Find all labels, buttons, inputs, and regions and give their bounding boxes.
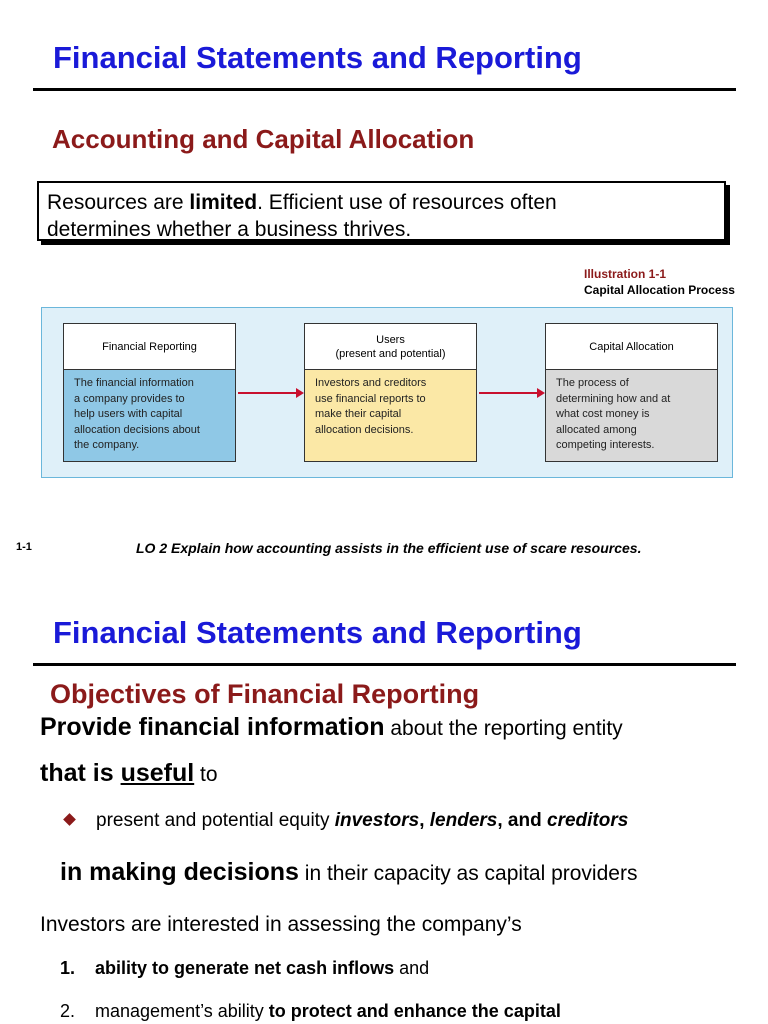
objective-bold-text: Provide financial information — [40, 713, 385, 741]
illustration-label: Illustration 1-1 — [584, 267, 667, 281]
list-normal-text: and — [394, 958, 430, 978]
objective-normal-text: to — [194, 763, 218, 786]
objective-underlined-useful: useful — [120, 759, 195, 787]
process-body-line: what cost money is — [556, 408, 650, 420]
bullet-creditors: creditors — [547, 810, 629, 831]
process-box-capital-allocation — [545, 323, 718, 462]
bullet-separator: , — [419, 810, 430, 831]
callout-text-prefix: Resources are — [47, 191, 190, 214]
title-rule — [33, 663, 736, 666]
process-box-heading — [546, 324, 717, 370]
callout-line-2: determines whether a business thrives. — [47, 218, 412, 241]
list-item-1 — [60, 958, 429, 979]
slide2-title: Financial Statements and Reporting — [53, 615, 582, 650]
diamond-bullet-icon — [63, 813, 76, 826]
process-body-line: allocation decisions about — [74, 423, 200, 436]
process-body-line: a company provides to — [74, 392, 185, 405]
objective-line-3 — [60, 858, 637, 887]
process-box-heading — [305, 324, 476, 370]
process-box-financial-reporting — [63, 323, 236, 462]
process-box-heading — [64, 324, 235, 370]
callout-line-1 — [47, 189, 724, 216]
bullet-separator: , and — [497, 810, 547, 831]
flow-arrow-1 — [238, 392, 302, 394]
process-body-line: the company. — [74, 439, 140, 451]
objective-line-2 — [40, 759, 218, 788]
process-body-line: allocation decisions. — [315, 423, 414, 436]
process-body-line: make their capital — [315, 408, 402, 420]
capital-allocation-diagram — [41, 307, 733, 478]
callout-bold-limited: limited — [189, 191, 258, 214]
process-box-users — [304, 323, 477, 462]
illustration-caption: Capital Allocation Process — [584, 283, 735, 297]
process-body-line: The financial information — [74, 377, 194, 389]
process-body-line: help users with capital — [74, 408, 183, 420]
process-body-line: determining how and at — [556, 392, 671, 405]
slide-number: 1-1 — [16, 541, 32, 553]
process-heading-text: Capital Allocation — [589, 340, 674, 353]
list-bold-text: ability to generate net cash inflows — [95, 958, 395, 978]
process-body-line: allocated among — [556, 423, 637, 436]
process-box-body — [64, 370, 235, 461]
investors-line: Investors are interested in assessing the company’s — [40, 913, 522, 936]
bullet-lenders: lenders — [429, 810, 498, 831]
slide1-title: Financial Statements and Reporting — [53, 40, 582, 75]
list-number: 2. — [60, 1001, 76, 1021]
title-rule — [33, 88, 736, 91]
flow-arrow-2 — [479, 392, 543, 394]
bullet-users — [96, 810, 628, 832]
slide1-subtitle: Accounting and Capital Allocation — [52, 124, 475, 154]
objective-line-1 — [40, 713, 623, 742]
bullet-investors: investors — [334, 810, 420, 831]
resources-callout — [37, 181, 726, 241]
bullet-text: present and potential equity — [96, 810, 335, 831]
process-heading-text: Financial Reporting — [102, 340, 197, 353]
objective-bold-text: in making decisions — [60, 858, 299, 886]
list-normal-text: management’s ability — [95, 1001, 269, 1021]
process-body-line: The process of — [556, 377, 629, 389]
process-heading-subtext: (present and potential) — [335, 347, 446, 360]
list-bold-text: to protect and enhance the capital — [268, 1001, 561, 1021]
process-box-body — [305, 370, 476, 461]
objective-normal-text: about the reporting entity — [384, 717, 623, 740]
process-body-line: competing interests. — [556, 439, 655, 451]
process-body-line: Investors and creditors — [315, 377, 427, 389]
callout-text-suffix: . Efficient use of resources often — [257, 191, 557, 214]
learning-objective: LO 2 Explain how accounting assists in the efficient use of scare resources. — [136, 540, 642, 556]
process-heading-text: Users — [376, 333, 405, 346]
process-box-body — [546, 370, 717, 461]
slide2-subtitle: Objectives of Financial Reporting — [50, 679, 480, 709]
list-item-2 — [60, 1001, 561, 1022]
objective-normal-text: in their capacity as capital providers — [298, 862, 638, 885]
objective-bold-text: that is — [40, 759, 121, 787]
process-body-line: use financial reports to — [315, 392, 426, 405]
list-number: 1. — [60, 958, 76, 978]
